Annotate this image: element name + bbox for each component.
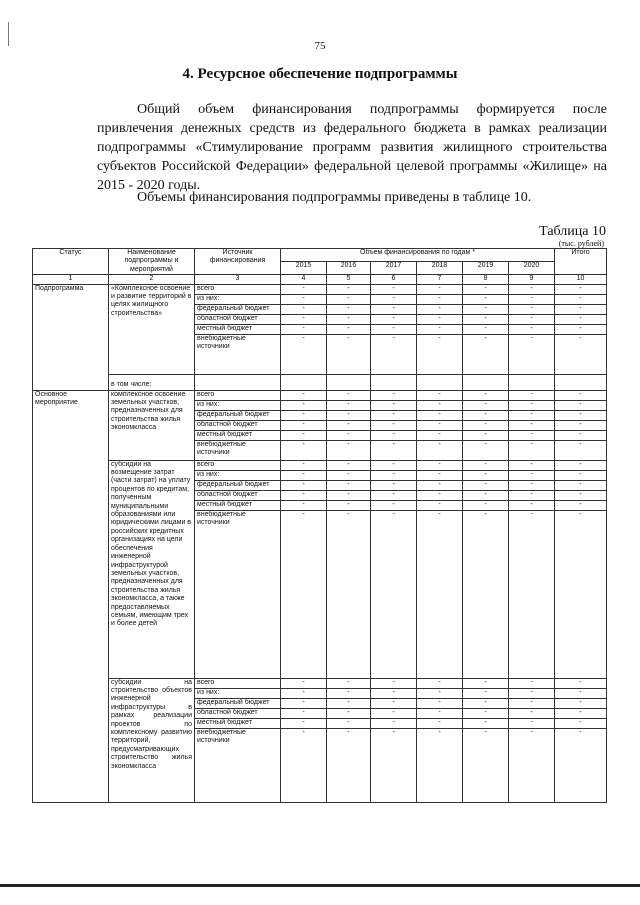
header-year: 2018 [417, 262, 463, 275]
col-number: 1 [33, 275, 109, 284]
value-cell: - [281, 688, 327, 698]
value-cell: - [509, 324, 555, 334]
funding-table [32, 248, 607, 803]
source-cell: всего [195, 678, 281, 688]
value-cell: - [463, 698, 509, 708]
value-cell: - [417, 510, 463, 678]
value-cell: - [327, 708, 371, 718]
value-cell: - [417, 390, 463, 400]
value-cell: - [509, 410, 555, 420]
value-cell: - [509, 400, 555, 410]
value-cell: - [371, 284, 417, 294]
value-cell: - [371, 420, 417, 430]
value-cell: - [327, 510, 371, 678]
value-cell: - [463, 284, 509, 294]
value-cell: - [509, 718, 555, 728]
value-cell: - [417, 440, 463, 460]
value-cell: - [555, 460, 607, 470]
value-cell: - [281, 294, 327, 304]
source-cell: внебюджетные источники [195, 510, 281, 678]
value-cell: - [463, 334, 509, 374]
value-cell: - [509, 500, 555, 510]
table-row [33, 460, 607, 470]
value-cell: - [417, 470, 463, 480]
source-cell: областной бюджет [195, 420, 281, 430]
value-cell: - [463, 410, 509, 420]
value-cell: - [555, 688, 607, 698]
value-cell: - [327, 284, 371, 294]
value-cell: - [281, 490, 327, 500]
value-cell: - [281, 718, 327, 728]
value-cell: - [281, 500, 327, 510]
value-cell: - [371, 678, 417, 688]
col-number: 5 [327, 275, 371, 284]
source-cell: внебюджетные источники [195, 728, 281, 802]
value-cell: - [327, 420, 371, 430]
header-source: Источник финансирования [195, 249, 281, 275]
value-cell: - [371, 410, 417, 420]
value-cell: - [281, 334, 327, 374]
value-cell: - [555, 410, 607, 420]
value-cell: - [509, 420, 555, 430]
source-cell: из них: [195, 470, 281, 480]
value-cell: - [463, 430, 509, 440]
value-cell: - [327, 728, 371, 802]
value-cell: - [281, 440, 327, 460]
status-cell: Основное мероприятие [33, 390, 109, 802]
value-cell: - [281, 304, 327, 314]
value-cell: - [555, 718, 607, 728]
value-cell: - [555, 284, 607, 294]
value-cell: - [555, 510, 607, 678]
value-cell: - [281, 324, 327, 334]
value-cell: - [327, 400, 371, 410]
col-number: 4 [281, 275, 327, 284]
value-cell: - [371, 698, 417, 708]
value-cell: - [417, 708, 463, 718]
source-cell: местный бюджет [195, 500, 281, 510]
value-cell: - [417, 420, 463, 430]
value-cell: - [509, 430, 555, 440]
value-cell: - [417, 500, 463, 510]
value-cell: - [509, 688, 555, 698]
value-cell: - [417, 430, 463, 440]
value-cell: - [417, 410, 463, 420]
value-cell: - [463, 708, 509, 718]
value-cell: - [327, 500, 371, 510]
header-year: 2019 [463, 262, 509, 275]
value-cell: - [509, 480, 555, 490]
value-cell: - [555, 490, 607, 500]
source-cell: всего [195, 390, 281, 400]
value-cell: - [371, 334, 417, 374]
value-cell: - [417, 688, 463, 698]
value-cell: - [417, 284, 463, 294]
value-cell: - [509, 390, 555, 400]
value-cell: - [281, 470, 327, 480]
source-cell: областной бюджет [195, 314, 281, 324]
value-cell: - [509, 728, 555, 802]
value-cell: - [371, 728, 417, 802]
value-cell: - [509, 460, 555, 470]
value-cell: - [371, 510, 417, 678]
value-cell: - [371, 324, 417, 334]
value-cell: - [417, 728, 463, 802]
source-cell: местный бюджет [195, 430, 281, 440]
value-cell: - [371, 294, 417, 304]
value-cell: - [371, 390, 417, 400]
value-cell: - [371, 314, 417, 324]
value-cell: - [327, 334, 371, 374]
table-row [33, 284, 607, 294]
value-cell: - [555, 324, 607, 334]
col-number: 6 [371, 275, 417, 284]
value-cell: - [327, 678, 371, 688]
value-cell: - [463, 490, 509, 500]
value-cell: - [327, 460, 371, 470]
value-cell: - [509, 284, 555, 294]
value-cell: - [371, 460, 417, 470]
header-year: 2020 [509, 262, 555, 275]
value-cell: - [555, 728, 607, 802]
paragraph-funding: Общий объем финансирования подпрограммы формируется после привлечения денежных средств из федерального бюджета в рамках реализации подпрограммы «Стимулирование программ развития жилищного строительства субъектов Российской Федерации» федеральной целевой программы «Жилище» на 2015 - 2020 годы. [97, 102, 607, 193]
value-cell: - [371, 500, 417, 510]
empty-cell [555, 374, 607, 390]
value-cell: - [281, 480, 327, 490]
value-cell: - [417, 490, 463, 500]
value-cell: - [327, 314, 371, 324]
value-cell: - [281, 430, 327, 440]
value-cell: - [371, 430, 417, 440]
value-cell: - [417, 400, 463, 410]
value-cell: - [555, 420, 607, 430]
value-cell: - [281, 708, 327, 718]
value-cell: - [463, 440, 509, 460]
value-cell: - [509, 698, 555, 708]
value-cell: - [417, 294, 463, 304]
value-cell: - [555, 430, 607, 440]
value-cell: - [327, 688, 371, 698]
value-cell: - [555, 440, 607, 460]
col-number: 2 [109, 275, 195, 284]
empty-cell [463, 374, 509, 390]
value-cell: - [555, 500, 607, 510]
value-cell: - [371, 480, 417, 490]
value-cell: - [509, 440, 555, 460]
value-cell: - [281, 460, 327, 470]
col-number: 9 [509, 275, 555, 284]
value-cell: - [281, 314, 327, 324]
value-cell: - [327, 718, 371, 728]
measure-name-cell: субсидии на возмещение затрат (части затрат) на уплату процентов по кредитам, полученным муниципальными образованиями или юридическими лицами в российских кредитных организациях на цели обеспечения инженерной инфраструктурой земельных участков, предназначенных для строительства жилья экономкласса, а также предоставляемых семьям, имеющим трех и более детей [109, 460, 195, 678]
value-cell: - [463, 480, 509, 490]
value-cell: - [463, 500, 509, 510]
value-cell: - [281, 698, 327, 708]
source-cell: федеральный бюджет [195, 698, 281, 708]
value-cell: - [417, 460, 463, 470]
col-number: 10 [555, 275, 607, 284]
value-cell: - [555, 708, 607, 718]
value-cell: - [555, 678, 607, 688]
page-number: 75 [314, 40, 326, 52]
value-cell: - [463, 304, 509, 314]
value-cell: - [327, 470, 371, 480]
value-cell: - [555, 470, 607, 480]
header-year: 2015 [281, 262, 327, 275]
value-cell: - [417, 698, 463, 708]
value-cell: - [555, 294, 607, 304]
value-cell: - [417, 304, 463, 314]
note-row [33, 374, 607, 390]
header-year: 2016 [327, 262, 371, 275]
value-cell: - [371, 708, 417, 718]
value-cell: - [463, 460, 509, 470]
source-cell: федеральный бюджет [195, 410, 281, 420]
column-number-row [33, 275, 607, 284]
value-cell: - [327, 480, 371, 490]
source-cell: местный бюджет [195, 718, 281, 728]
source-cell: всего [195, 284, 281, 294]
value-cell: - [509, 510, 555, 678]
paragraph-table-ref: Объемы финансирования подпрограммы приведены в таблице 10. [137, 190, 532, 205]
value-cell: - [463, 324, 509, 334]
header-year: 2017 [371, 262, 417, 275]
value-cell: - [281, 400, 327, 410]
header-volume: Объем финансирования по годам * [281, 249, 555, 262]
header-status: Статус [33, 249, 109, 275]
value-cell: - [417, 324, 463, 334]
header-total: Итого [555, 249, 607, 275]
value-cell: - [371, 400, 417, 410]
header-name: Наименование подпрограммы и мероприятий [109, 249, 195, 275]
value-cell: - [327, 440, 371, 460]
bottom-rule [0, 884, 640, 887]
value-cell: - [555, 334, 607, 374]
value-cell: - [327, 294, 371, 304]
value-cell: - [555, 698, 607, 708]
measure-name-cell: субсидии на строительство объектов инженерной инфраструктуры в рамках реализации проектов по комплексному развитию территорий, предусматривающих строительство жилья экономкласса [109, 678, 195, 802]
empty-cell [417, 374, 463, 390]
measure-name-cell: «Комплексное освоение и развитие территорий в целях жилищного строительства» [109, 284, 195, 374]
value-cell: - [463, 728, 509, 802]
value-cell: - [509, 490, 555, 500]
value-cell: - [371, 688, 417, 698]
source-cell: областной бюджет [195, 490, 281, 500]
value-cell: - [327, 324, 371, 334]
value-cell: - [327, 304, 371, 314]
value-cell: - [281, 728, 327, 802]
value-cell: - [281, 410, 327, 420]
col-number: 8 [463, 275, 509, 284]
value-cell: - [327, 698, 371, 708]
value-cell: - [463, 718, 509, 728]
value-cell: - [463, 688, 509, 698]
col-number: 7 [417, 275, 463, 284]
header-row [33, 249, 607, 262]
value-cell: - [417, 334, 463, 374]
empty-cell [327, 374, 371, 390]
value-cell: - [371, 490, 417, 500]
value-cell: - [463, 678, 509, 688]
table-caption: Таблица 10 [539, 224, 606, 239]
value-cell: - [281, 510, 327, 678]
source-cell: из них: [195, 294, 281, 304]
value-cell: - [463, 294, 509, 304]
value-cell: - [463, 314, 509, 324]
value-cell: - [509, 678, 555, 688]
note-cell: в том числе: [109, 374, 195, 390]
source-cell: внебюджетные источники [195, 440, 281, 460]
col-number: 3 [195, 275, 281, 284]
value-cell: - [509, 470, 555, 480]
value-cell: - [463, 470, 509, 480]
value-cell: - [281, 390, 327, 400]
value-cell: - [555, 400, 607, 410]
source-cell: областной бюджет [195, 708, 281, 718]
value-cell: - [417, 718, 463, 728]
value-cell: - [327, 410, 371, 420]
table-unit: (тыс. рублей) [558, 239, 604, 248]
empty-cell [509, 374, 555, 390]
value-cell: - [417, 480, 463, 490]
empty-cell [195, 374, 281, 390]
source-cell: всего [195, 460, 281, 470]
value-cell: - [281, 678, 327, 688]
value-cell: - [509, 314, 555, 324]
value-cell: - [371, 470, 417, 480]
source-cell: внебюджетные источники [195, 334, 281, 374]
value-cell: - [327, 390, 371, 400]
measure-name-cell: комплексное освоение земельных участков, предназначенных для строительства жилья экономкласса [109, 390, 195, 460]
source-cell: федеральный бюджет [195, 304, 281, 314]
empty-cell [281, 374, 327, 390]
empty-cell [371, 374, 417, 390]
value-cell: - [509, 708, 555, 718]
source-cell: местный бюджет [195, 324, 281, 334]
value-cell: - [463, 420, 509, 430]
value-cell: - [281, 284, 327, 294]
value-cell: - [417, 678, 463, 688]
value-cell: - [417, 314, 463, 324]
source-cell: федеральный бюджет [195, 480, 281, 490]
table-row [33, 390, 607, 400]
source-cell: из них: [195, 688, 281, 698]
value-cell: - [281, 420, 327, 430]
value-cell: - [371, 440, 417, 460]
value-cell: - [555, 304, 607, 314]
section-heading: 4. Ресурсное обеспечение подпрограммы [182, 66, 458, 82]
value-cell: - [463, 400, 509, 410]
value-cell: - [371, 304, 417, 314]
value-cell: - [327, 490, 371, 500]
value-cell: - [327, 430, 371, 440]
value-cell: - [463, 510, 509, 678]
value-cell: - [509, 294, 555, 304]
value-cell: - [509, 334, 555, 374]
value-cell: - [555, 480, 607, 490]
value-cell: - [555, 314, 607, 324]
value-cell: - [555, 390, 607, 400]
value-cell: - [371, 718, 417, 728]
source-cell: из них: [195, 400, 281, 410]
status-cell: Подпрограмма [33, 284, 109, 390]
table-row [33, 678, 607, 688]
value-cell: - [509, 304, 555, 314]
value-cell: - [463, 390, 509, 400]
